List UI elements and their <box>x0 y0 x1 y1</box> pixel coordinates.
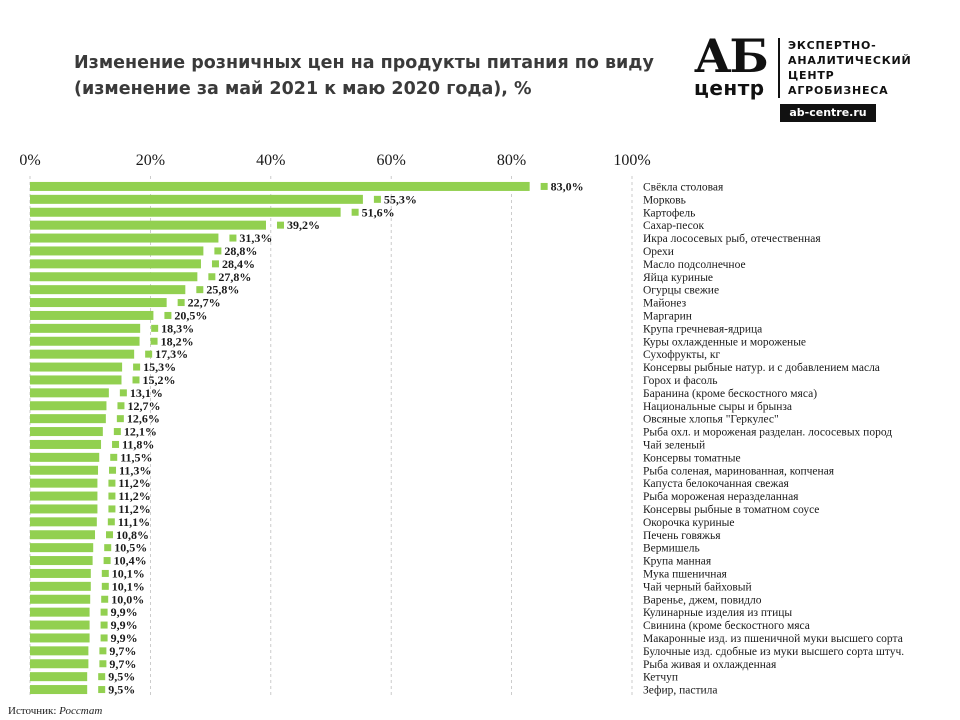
data-label-marker <box>196 286 203 293</box>
data-label-marker <box>133 376 140 383</box>
data-label: 10,1% <box>111 566 145 581</box>
bar <box>30 685 87 694</box>
data-label-marker <box>151 325 158 332</box>
category-label: Масло подсолнечное <box>643 258 746 271</box>
bar <box>30 272 197 281</box>
data-label: 83,0% <box>550 179 584 194</box>
category-label: Свинина (кроме бескостного мяса <box>643 620 810 633</box>
bar <box>30 517 97 526</box>
data-label-marker <box>101 609 108 616</box>
logo-text-line: ЭКСПЕРТНО- <box>788 39 877 52</box>
data-label-marker <box>98 686 105 693</box>
category-label: Свёкла столовая <box>643 181 724 194</box>
data-label-marker <box>117 415 124 422</box>
bar <box>30 530 95 539</box>
data-label: 15,2% <box>142 372 176 387</box>
data-label-marker <box>101 596 108 603</box>
bar <box>30 246 203 255</box>
source-note <box>8 705 102 717</box>
bar <box>30 182 530 191</box>
data-label-marker <box>229 235 236 242</box>
bar <box>30 608 90 617</box>
bar <box>30 466 98 475</box>
source-label: Источник: <box>8 705 57 717</box>
category-label: Печень говяжья <box>643 529 721 542</box>
data-label: 12,6% <box>126 411 160 426</box>
data-label-marker <box>208 273 215 280</box>
data-label-marker <box>108 480 115 487</box>
chart-title-line-1: Изменение розничных цен на продукты питания по виду <box>74 53 654 73</box>
data-label-marker <box>117 402 124 409</box>
category-label: Зефир, пастила <box>643 684 718 697</box>
data-label-marker <box>104 557 111 564</box>
category-label: Баранина (кроме бескостного мяса) <box>643 387 818 400</box>
category-label: Вермишель <box>643 542 700 555</box>
category-label: Рыба соленая, маринованная, копченая <box>643 465 835 478</box>
bar <box>30 285 185 294</box>
x-axis-ticks <box>19 152 650 169</box>
data-label: 11,3% <box>119 463 152 478</box>
category-label: Маргарин <box>643 310 692 323</box>
bar <box>30 350 134 359</box>
data-label: 55,3% <box>383 192 417 207</box>
category-label: Булочные изд. сдобные из муки высшего сорта штуч. <box>643 645 905 658</box>
bar <box>30 621 90 630</box>
bar <box>30 672 87 681</box>
data-label: 22,7% <box>187 295 221 310</box>
logo-text-line: АНАЛИТИЧЕСКИЙ <box>788 54 912 67</box>
category-labels <box>643 181 904 696</box>
data-label: 9,7% <box>109 643 137 658</box>
category-label: Яйца куриные <box>643 271 714 284</box>
bar <box>30 569 91 578</box>
category-label: Крупа манная <box>643 555 712 568</box>
data-label-marker <box>541 183 548 190</box>
data-label-marker <box>352 209 359 216</box>
category-label: Национальные сыры и брынза <box>643 400 793 413</box>
data-label-marker <box>98 673 105 680</box>
category-label: Чай зеленый <box>643 439 706 452</box>
data-label: 20,5% <box>174 308 208 323</box>
bar <box>30 363 122 372</box>
bar <box>30 633 90 642</box>
data-label: 18,3% <box>161 321 195 336</box>
bar <box>30 582 91 591</box>
data-label: 11,2% <box>118 501 151 516</box>
data-label-marker <box>106 531 113 538</box>
category-label: Икра лососевых рыб, отечественная <box>643 233 821 246</box>
data-label-marker <box>108 493 115 500</box>
data-label: 10,0% <box>111 592 145 607</box>
bar <box>30 453 99 462</box>
category-label: Рыба живая и охлажденная <box>643 658 777 671</box>
category-label: Сухофрукты, кг <box>643 349 721 362</box>
data-label: 51,6% <box>361 205 395 220</box>
data-label: 11,1% <box>117 514 151 529</box>
source-name: Росстат <box>59 705 103 717</box>
data-label: 11,2% <box>118 476 151 491</box>
x-tick-label: 80% <box>496 152 527 169</box>
x-tick-label: 40% <box>256 152 286 169</box>
data-labels <box>98 179 583 696</box>
bar <box>30 298 167 307</box>
category-label: Сахар-песок <box>643 220 705 233</box>
data-label-marker <box>214 247 221 254</box>
data-label: 9,7% <box>109 656 137 671</box>
bar <box>30 492 97 501</box>
data-label: 10,4% <box>113 553 147 568</box>
data-label-marker <box>120 389 127 396</box>
data-label: 11,5% <box>120 450 153 465</box>
data-label: 18,2% <box>160 334 194 349</box>
data-label-marker <box>133 364 140 371</box>
category-label: Консервы рыбные натур. и с добавлением масла <box>643 362 880 375</box>
data-label: 10,1% <box>111 579 145 594</box>
data-label: 9,9% <box>110 605 138 620</box>
bar <box>30 543 93 552</box>
bar <box>30 337 140 346</box>
data-label: 28,4% <box>221 256 255 271</box>
category-label: Консервы рыбные в томатном соусе <box>643 503 820 516</box>
category-label: Кетчуп <box>643 671 679 684</box>
data-label-marker <box>164 312 171 319</box>
data-label-marker <box>99 660 106 667</box>
bar <box>30 234 218 243</box>
bar <box>30 646 88 655</box>
data-label-marker <box>151 338 158 345</box>
category-label: Мука пшеничная <box>643 568 727 581</box>
data-label: 11,8% <box>122 437 155 452</box>
x-tick-label: 60% <box>376 152 406 169</box>
x-tick-label: 100% <box>613 152 651 169</box>
data-label: 31,3% <box>239 231 273 246</box>
x-tick-label: 0% <box>19 152 41 169</box>
data-label: 12,1% <box>123 424 157 439</box>
data-label-marker <box>104 544 111 551</box>
chart-title-line-2: (изменение за май 2021 к маю 2020 года), % <box>74 79 532 99</box>
data-label-marker <box>99 647 106 654</box>
category-label: Чай черный байховый <box>643 581 752 594</box>
logo-mark-centr: центр <box>694 76 765 100</box>
category-label: Огурцы свежие <box>643 284 720 297</box>
data-label: 11,2% <box>118 489 151 504</box>
bar <box>30 427 103 436</box>
bar <box>30 401 106 410</box>
data-label-marker <box>102 583 109 590</box>
bar <box>30 259 201 268</box>
category-label: Морковь <box>643 194 686 207</box>
category-label: Майонез <box>643 297 687 310</box>
data-label: 9,9% <box>110 618 138 633</box>
x-tick-label: 20% <box>135 152 166 169</box>
data-label: 39,2% <box>286 218 320 233</box>
logo-text-line: ЦЕНТР <box>788 69 835 82</box>
data-label-marker <box>178 299 185 306</box>
data-label-marker <box>212 260 219 267</box>
category-label: Макаронные изд. из пшеничной муки высшего сорта <box>643 632 903 645</box>
logo-url: ab-centre.ru <box>780 104 876 122</box>
data-label-marker <box>108 505 115 512</box>
data-label: 17,3% <box>155 347 189 362</box>
data-label-marker <box>145 351 152 358</box>
data-label: 13,1% <box>129 385 163 400</box>
category-label: Крупа гречневая-ядрица <box>643 323 763 336</box>
bar <box>30 311 153 320</box>
data-label-marker <box>110 454 117 461</box>
category-label: Рыба охл. и мороженая разделан. лососевых пород <box>643 426 893 439</box>
data-label-marker <box>108 518 115 525</box>
data-label: 15,3% <box>143 360 177 375</box>
category-label: Куры охлажденные и мороженые <box>643 336 807 349</box>
category-label: Кулинарные изделия из птицы <box>643 607 793 620</box>
data-label-marker <box>101 634 108 641</box>
bar <box>30 595 90 604</box>
bar <box>30 504 97 513</box>
bar <box>30 208 341 217</box>
category-label: Овсяные хлопья "Геркулес" <box>643 413 779 426</box>
category-label: Варенье, джем, повидло <box>643 594 762 607</box>
bar <box>30 324 140 333</box>
data-label: 10,8% <box>116 527 150 542</box>
data-label: 10,5% <box>114 540 148 555</box>
data-label-marker <box>101 622 108 629</box>
logo-text-line: АГРОБИЗНЕСА <box>788 84 889 97</box>
bar <box>30 556 93 565</box>
data-label-marker <box>374 196 381 203</box>
data-label: 9,9% <box>110 630 138 645</box>
bar <box>30 375 122 384</box>
category-label: Орехи <box>643 245 674 258</box>
data-label: 27,8% <box>218 269 252 284</box>
bar <box>30 414 106 423</box>
data-label: 9,5% <box>108 682 136 697</box>
data-label-marker <box>277 222 284 229</box>
bar <box>30 388 109 397</box>
category-label: Горох и фасоль <box>643 374 718 387</box>
data-label: 12,7% <box>127 398 161 413</box>
data-label: 25,8% <box>206 282 240 297</box>
bar <box>30 195 363 204</box>
category-label: Капуста белокочанная свежая <box>643 478 789 491</box>
bar <box>30 440 101 449</box>
data-label-marker <box>114 428 121 435</box>
data-label-marker <box>109 467 116 474</box>
category-label: Консервы томатные <box>643 452 741 465</box>
bar <box>30 479 97 488</box>
logo-mark-ab: АБ <box>694 29 767 83</box>
category-label: Картофель <box>643 207 696 220</box>
bar <box>30 659 88 668</box>
bars <box>30 182 530 694</box>
data-label-marker <box>102 570 109 577</box>
category-label: Рыба мороженая неразделанная <box>643 491 799 504</box>
category-label: Окорочка куриные <box>643 516 735 529</box>
data-label: 28,8% <box>224 243 258 258</box>
bar <box>30 221 266 230</box>
data-label: 9,5% <box>108 669 136 684</box>
data-label-marker <box>112 441 119 448</box>
